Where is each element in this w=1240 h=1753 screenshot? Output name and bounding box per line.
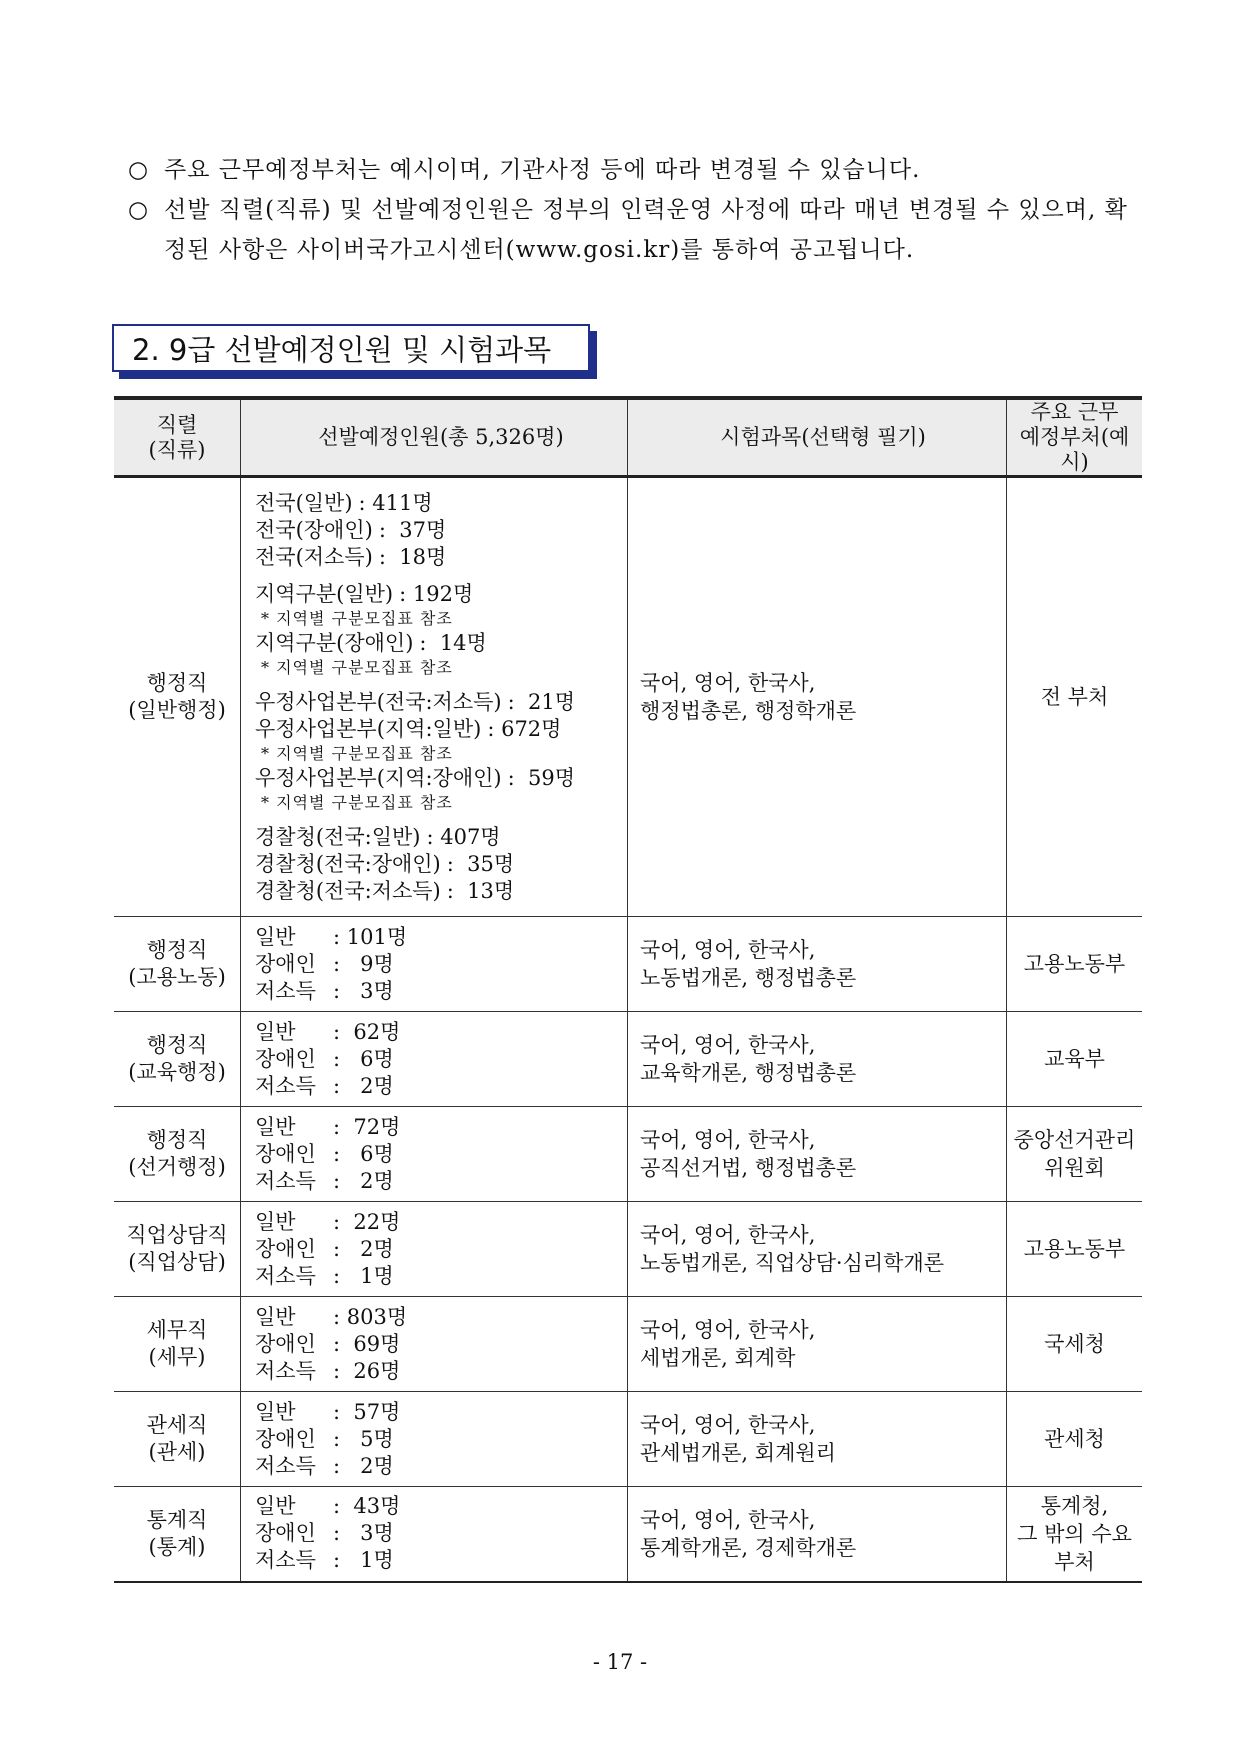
- quota-label: 우정사업본부(전국:저소득): [255, 689, 502, 714]
- quota-label: 경찰청(전국:일반): [255, 824, 421, 849]
- quota-line: [255, 1141, 627, 1168]
- quota-group-gap: [255, 679, 627, 689]
- quota-line: [255, 1236, 627, 1263]
- quota-line: [255, 824, 627, 851]
- quota-line: [255, 1399, 627, 1426]
- quota-value: : 57명: [333, 1399, 401, 1424]
- quota-label: 전국(일반): [255, 490, 353, 515]
- subjects-cell: 국어, 영어, 한국사, 교육학개론, 행정법총론: [628, 1012, 1007, 1107]
- quota-value: : 59명: [507, 765, 576, 790]
- quota-cell: [241, 1487, 628, 1582]
- quota-line: [255, 517, 627, 544]
- quota-label: 장애인: [255, 1426, 316, 1451]
- table-row: [114, 1297, 1142, 1392]
- quota-value: : 2명: [333, 1168, 394, 1193]
- header-position: 직렬 (직류): [114, 398, 241, 477]
- quota-cell: [241, 1012, 628, 1107]
- dept-cell: 고용노동부: [1007, 917, 1143, 1012]
- quota-label: 저소득: [255, 1453, 316, 1478]
- bullet-circle-icon: ○: [128, 197, 149, 223]
- quota-line: [255, 1073, 627, 1100]
- quota-label: 저소득: [255, 1168, 316, 1193]
- header-dept: 주요 근무 예정부처(예시): [1007, 398, 1143, 477]
- subjects-cell: 국어, 영어, 한국사, 노동법개론, 직업상담·심리학개론: [628, 1202, 1007, 1297]
- position-cell: 관세직 (관세): [114, 1392, 241, 1487]
- table-body: [114, 477, 1142, 1582]
- header-quota: 선발예정인원(총 5,326명): [241, 398, 628, 477]
- quota-cell: [241, 1202, 628, 1297]
- quota-value: : 192명: [399, 581, 474, 606]
- quota-value: : 69명: [333, 1331, 401, 1356]
- quota-value: : 2명: [333, 1236, 394, 1261]
- position-cell: 행정직 (고용노동): [114, 917, 241, 1012]
- quota-value: : 6명: [333, 1046, 394, 1071]
- quota-group-gap: [255, 571, 627, 581]
- dept-cell: 관세청: [1007, 1392, 1143, 1487]
- quota-value: : 2명: [333, 1073, 394, 1098]
- quota-label: 우정사업본부(지역:장애인): [255, 765, 502, 790]
- table-row: [114, 1012, 1142, 1107]
- quota-label: 일반: [255, 1399, 296, 1424]
- quota-label: 장애인: [255, 1521, 316, 1546]
- quota-label: 일반: [255, 1304, 296, 1329]
- quota-line: [255, 1263, 627, 1290]
- quota-cell: [241, 917, 628, 1012]
- quota-label: 저소득: [255, 1358, 316, 1383]
- quota-cell: [241, 1392, 628, 1487]
- quota-line: [255, 544, 627, 571]
- quota-cell: [241, 1107, 628, 1202]
- quota-label: 지역구분(일반): [255, 581, 394, 606]
- quota-value: : 72명: [333, 1114, 401, 1139]
- quota-line: [255, 630, 627, 657]
- quota-value: : 13명: [446, 878, 515, 903]
- table-row: [114, 1392, 1142, 1487]
- quota-cell: [241, 477, 628, 917]
- quota-value: : 62명: [333, 1019, 401, 1044]
- quota-value: : 5명: [333, 1426, 394, 1451]
- subjects-cell: 국어, 영어, 한국사, 세법개론, 회계학: [628, 1297, 1007, 1392]
- note-item: [128, 150, 1128, 190]
- quota-label: 일반: [255, 1209, 296, 1234]
- quota-value: : 9명: [333, 951, 394, 976]
- quota-line: [255, 1547, 627, 1574]
- quota-label: 전국(장애인): [255, 517, 373, 542]
- quota-value: : 672명: [487, 716, 562, 741]
- quota-line: [255, 1168, 627, 1195]
- quota-label: 경찰청(전국:저소득): [255, 878, 441, 903]
- quota-label: 장애인: [255, 1046, 316, 1071]
- quota-line: [255, 1453, 627, 1480]
- quota-line: [255, 1520, 627, 1547]
- quota-label: 일반: [255, 1494, 296, 1519]
- notes-list: [128, 150, 1128, 270]
- quota-line: [255, 978, 627, 1005]
- quota-label: 장애인: [255, 1141, 316, 1166]
- dept-cell: 고용노동부: [1007, 1202, 1143, 1297]
- quota-value: : 1명: [333, 1263, 394, 1288]
- quota-value: : 407명: [426, 824, 501, 849]
- quota-table: [114, 396, 1142, 1583]
- table-row: [114, 917, 1142, 1012]
- quota-value: : 26명: [333, 1358, 401, 1383]
- quota-value: : 2명: [333, 1453, 394, 1478]
- quota-label: 저소득: [255, 978, 316, 1003]
- table-row: [114, 1487, 1142, 1582]
- table-header-row: [114, 398, 1142, 477]
- subjects-cell: 국어, 영어, 한국사, 통계학개론, 경제학개론: [628, 1487, 1007, 1582]
- quota-label: 경찰청(전국:장애인): [255, 851, 441, 876]
- quota-line: [255, 581, 627, 608]
- quota-value: : 21명: [507, 689, 576, 714]
- quota-label: 일반: [255, 1114, 296, 1139]
- note-item: [128, 190, 1128, 270]
- subjects-cell: 국어, 영어, 한국사, 공직선거법, 행정법총론: [628, 1107, 1007, 1202]
- quota-value: : 1명: [333, 1548, 394, 1573]
- quota-value: : 37명: [378, 517, 447, 542]
- quota-label: 일반: [255, 1019, 296, 1044]
- quota-line: [255, 1019, 627, 1046]
- quota-note: * 지역별 구분모집표 참조: [261, 743, 453, 763]
- dept-cell: 국세청: [1007, 1297, 1143, 1392]
- quota-line: [255, 1493, 627, 1520]
- quota-value: : 3명: [333, 1521, 394, 1546]
- quota-label: 저소득: [255, 1548, 316, 1573]
- quota-group-gap: [255, 814, 627, 824]
- quota-value: : 3명: [333, 978, 394, 1003]
- quota-label: 일반: [255, 924, 296, 949]
- quota-line: [255, 1426, 627, 1453]
- dept-cell: 통계청, 그 밖의 수요부처: [1007, 1487, 1143, 1582]
- quota-value: : 803명: [333, 1304, 408, 1329]
- quota-note: * 지역별 구분모집표 참조: [261, 792, 453, 812]
- quota-line: [255, 851, 627, 878]
- quota-line: [255, 1331, 627, 1358]
- subjects-cell: 국어, 영어, 한국사, 관세법개론, 회계원리: [628, 1392, 1007, 1487]
- quota-line: [255, 716, 627, 743]
- quota-value: : 22명: [333, 1209, 401, 1234]
- quota-value: : 35명: [446, 851, 515, 876]
- dept-cell: 전 부처: [1007, 477, 1143, 917]
- quota-line: [255, 951, 627, 978]
- note-text: 선발 직렬(직류) 및 선발예정인원은 정부의 인력운영 사정에 따라 매년 변경될 수 있으며, 확정된 사항은 사이버국가고시센터(www.gosi.kr)를 통하여 공고됩니다.: [164, 197, 1128, 263]
- position-cell: 직업상담직 (직업상담): [114, 1202, 241, 1297]
- quota-label: 저소득: [255, 1073, 316, 1098]
- position-cell: 통계직 (통계): [114, 1487, 241, 1582]
- quota-line: [255, 878, 627, 905]
- page-number: - 17 -: [592, 1650, 648, 1674]
- quota-line: [255, 1046, 627, 1073]
- quota-value: : 6명: [333, 1141, 394, 1166]
- subjects-cell: 국어, 영어, 한국사, 노동법개론, 행정법총론: [628, 917, 1007, 1012]
- quota-label: 지역구분(장애인): [255, 630, 414, 655]
- quota-label: 우정사업본부(지역:일반): [255, 716, 482, 741]
- quota-line: [255, 1304, 627, 1331]
- position-cell: 행정직 (교육행정): [114, 1012, 241, 1107]
- quota-line: [255, 924, 627, 951]
- quota-line: [255, 765, 627, 792]
- quota-label: 장애인: [255, 951, 316, 976]
- quota-label: 전국(저소득): [255, 544, 373, 569]
- quota-note: * 지역별 구분모집표 참조: [261, 657, 453, 677]
- section-title: 2. 9급 선발예정인원 및 시험과목: [112, 324, 590, 372]
- note-text: 주요 근무예정부처는 예시이며, 기관사정 등에 따라 변경될 수 있습니다.: [164, 157, 921, 183]
- quota-label: 장애인: [255, 1236, 316, 1261]
- quota-label: 저소득: [255, 1263, 316, 1288]
- quota-line: [255, 1358, 627, 1385]
- quota-value: : 411명: [358, 490, 433, 515]
- quota-value: : 101명: [333, 924, 408, 949]
- table-row: [114, 1202, 1142, 1297]
- table-row: [114, 1107, 1142, 1202]
- position-cell: 행정직 (선거행정): [114, 1107, 241, 1202]
- header-subjects: 시험과목(선택형 필기): [628, 398, 1007, 477]
- quota-line: [255, 689, 627, 716]
- position-cell: 세무직 (세무): [114, 1297, 241, 1392]
- quota-line: [255, 1209, 627, 1236]
- dept-cell: 교육부: [1007, 1012, 1143, 1107]
- quota-note: * 지역별 구분모집표 참조: [261, 608, 453, 628]
- quota-value: : 18명: [378, 544, 447, 569]
- quota-cell: [241, 1297, 628, 1392]
- quota-line: [255, 490, 627, 517]
- quota-value: : 43명: [333, 1494, 401, 1519]
- position-cell: 행정직 (일반행정): [114, 477, 241, 917]
- bullet-circle-icon: ○: [128, 157, 149, 183]
- quota-value: : 14명: [419, 630, 487, 655]
- table-row: [114, 477, 1142, 917]
- quota-line: [255, 1114, 627, 1141]
- quota-label: 장애인: [255, 1331, 316, 1356]
- dept-cell: 중앙선거관리 위원회: [1007, 1107, 1143, 1202]
- subjects-cell: 국어, 영어, 한국사, 행정법총론, 행정학개론: [628, 477, 1007, 917]
